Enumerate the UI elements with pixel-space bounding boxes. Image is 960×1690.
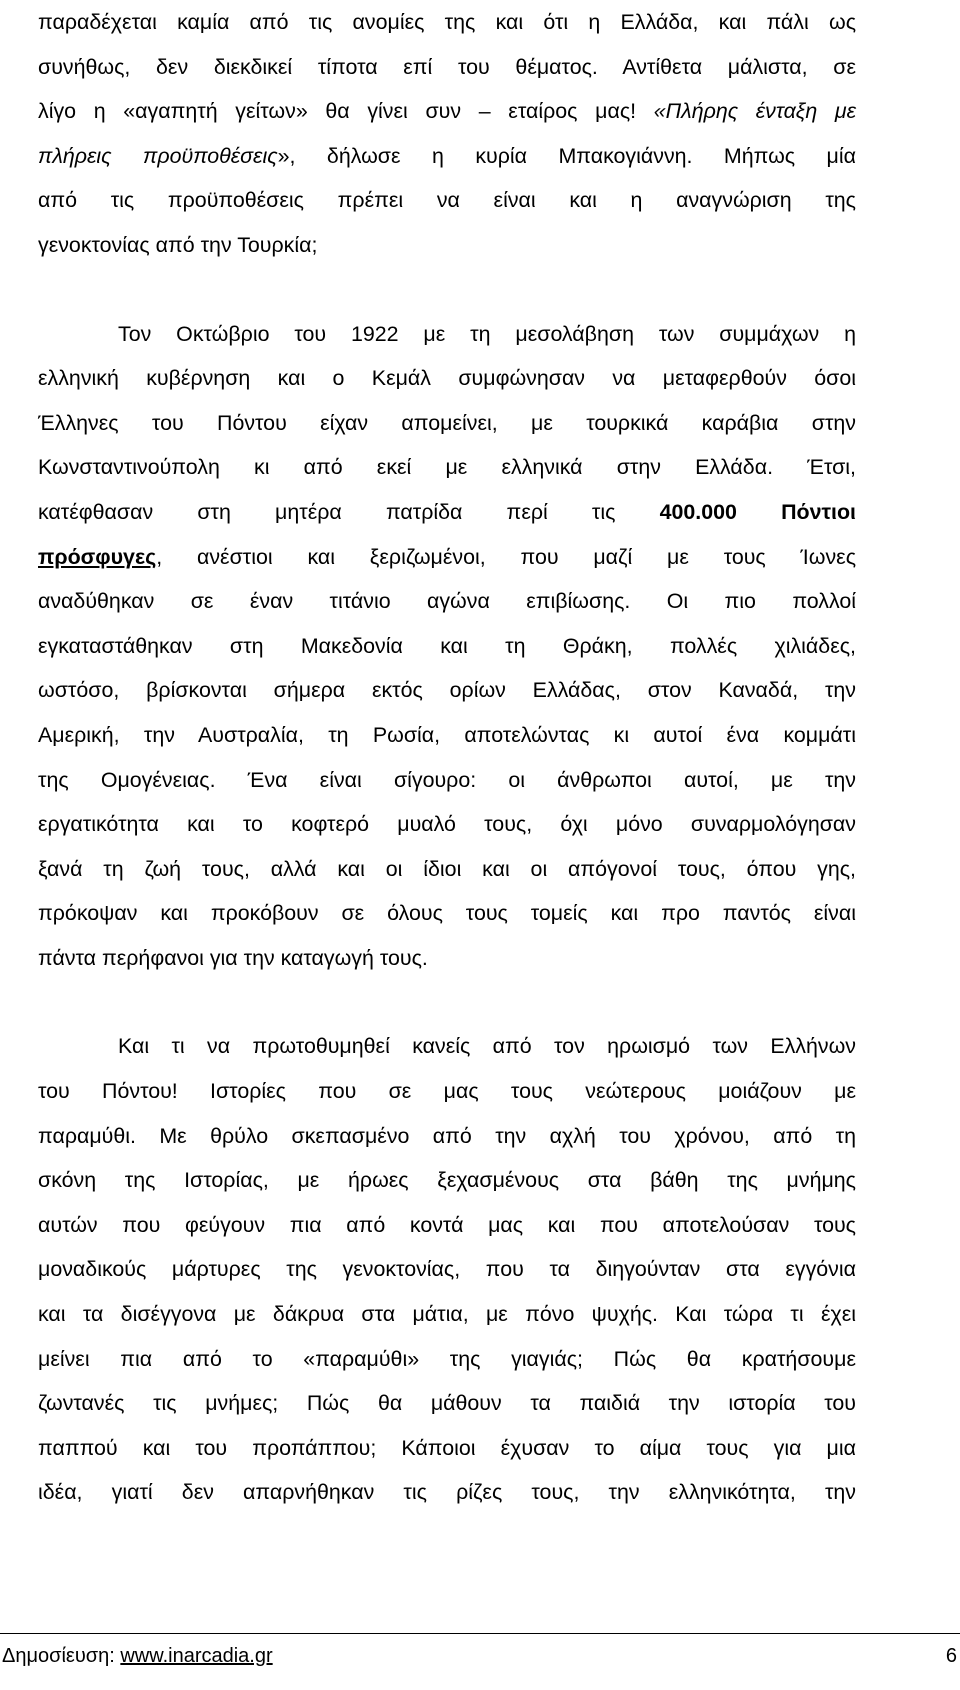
text-line — [38, 178, 856, 223]
footer-label: Δημοσίευση: — [2, 1645, 121, 1667]
text-run: πρόκοψαν και προκόβουν σε όλους τους τομείς και προ παντός είναι — [38, 901, 856, 926]
text-run: Αμερική, την Αυστραλία, τη Ρωσία, αποτελώντας κι αυτοί ένα κομμάτι — [38, 722, 856, 747]
text-run: , ανέστιοι και ξεριζωμένοι, που μαζί με τους Ίωνες — [156, 544, 856, 569]
text-run: και τα δισέγγονα με δάκρυα στα μάτια, με πόνο ψυχής. Και τώρα τι έχει — [38, 1302, 856, 1327]
text-run: παραμύθι. Με θρύλο σκεπασμένο από την αχλή του χρόνου, από τη — [38, 1123, 856, 1148]
text-line — [38, 1337, 856, 1382]
text-run: Κωνσταντινούπολη κι από εκεί με ελληνικά στην Ελλάδα. Έτσι, — [38, 455, 856, 480]
text-line — [38, 445, 856, 490]
italic-text: πλήρεις προϋποθέσεις — [38, 143, 278, 168]
paragraph — [38, 1024, 856, 1515]
footer-divider — [0, 1633, 960, 1634]
text-line — [38, 1470, 856, 1515]
bold-text: πρόσφυγες — [38, 544, 157, 569]
paragraph — [38, 0, 856, 268]
document-body — [38, 0, 856, 1515]
text-line — [38, 1381, 856, 1426]
text-line — [38, 847, 856, 892]
text-line — [38, 1426, 856, 1471]
text-line — [38, 312, 856, 357]
italic-text: «Πλήρης ένταξη με — [653, 99, 856, 124]
text-line — [38, 45, 856, 90]
text-run: ωστόσο, βρίσκονται σήμερα εκτός ορίων Ελλάδας, στον Καναδά, την — [38, 678, 856, 703]
text-line — [38, 356, 856, 401]
text-line — [38, 1203, 856, 1248]
text-run: ζωντανές τις μνήμες; Πώς θα μάθουν τα παιδιά την ιστορία του — [38, 1391, 856, 1416]
text-run: ξανά τη ζωή τους, αλλά και οι ίδιοι και οι απόγονοί τους, όπου γης, — [38, 856, 856, 881]
text-run: κατέφθασαν στη μητέρα πατρίδα περί τις — [38, 499, 660, 524]
text-run: μείνει πια από το «παραμύθι» της γιαγιάς; Πώς θα κρατήσουμε — [38, 1346, 856, 1371]
text-run: », δήλωσε η κυρία Μπακογιάννη. Μήπως μία — [277, 143, 857, 168]
text-line — [38, 223, 856, 268]
text-run: αυτών που φεύγουν πια από κοντά μας και που αποτελούσαν τους — [38, 1212, 856, 1237]
text-run: εγκαταστάθηκαν στη Μακεδονία και τη Θράκη, πολλές χιλιάδες, — [38, 633, 856, 658]
text-run: αναδύθηκαν σε έναν τιτάνιο αγώνα επιβίωσης. Οι πιο πολλοί — [38, 589, 856, 614]
text-run: Τον Οκτώβριο του 1922 με τη μεσολάβηση των συμμάχων η — [118, 321, 856, 346]
text-run: της Ομογένειας. Ένα είναι σίγουρο: οι άνθρωποι αυτοί, με την — [38, 767, 856, 792]
text-line — [38, 134, 856, 179]
text-run: παραδέχεται καμία από τις ανομίες της και ότι η Ελλάδα, και πάλι ως — [38, 10, 856, 34]
text-run: του Πόντου! Ιστορίες που σε μας τους νεώτερους μοιάζουν με — [38, 1079, 856, 1104]
paragraph — [38, 312, 856, 981]
text-run: σκόνη της Ιστορίας, με ήρωες ξεχασμένους στα βάθη της μνήμης — [38, 1168, 856, 1193]
text-line — [38, 1247, 856, 1292]
text-line — [38, 1024, 856, 1069]
text-line — [38, 0, 856, 45]
footer-website-link[interactable]: www.inarcadia.gr — [120, 1645, 273, 1667]
text-line — [38, 1292, 856, 1337]
text-run: Και τι να πρωτοθυμηθεί κανείς από τον ηρωισμό των Ελλήνων — [118, 1034, 856, 1059]
text-line — [38, 1114, 856, 1159]
text-run: λίγο η «αγαπητή γείτων» θα γίνει συν – εταίρος μας! — [38, 99, 654, 124]
page-footer — [0, 1630, 960, 1690]
text-line — [38, 802, 856, 847]
text-run: εργατικότητα και το κοφτερό μυαλό τους, όχι μόνο συναρμολόγησαν — [38, 812, 856, 837]
text-run: παππού και του προπάππου; Κάποιοι έχυσαν το αίμα τους για μια — [38, 1435, 856, 1460]
text-run: συνήθως, δεν διεκδικεί τίποτα επί του θέματος. Αντίθετα μάλιστα, σε — [38, 54, 856, 79]
text-line — [38, 535, 856, 580]
text-line — [38, 936, 856, 981]
page-number: 6 — [945, 1645, 957, 1667]
text-run: πάντα περήφανοι για την καταγωγή τους. — [38, 945, 428, 970]
text-line — [38, 89, 856, 134]
text-line — [38, 1158, 856, 1203]
text-line — [38, 713, 856, 758]
text-line — [38, 490, 856, 535]
text-line — [38, 1069, 856, 1114]
text-run: ελληνική κυβέρνηση και ο Κεμάλ συμφώνησαν να μεταφερθούν όσοι — [38, 366, 856, 391]
text-line — [38, 579, 856, 624]
text-run: Έλληνες του Πόντου είχαν απομείνει, με τουρκικά καράβια στην — [38, 410, 856, 435]
text-line — [38, 891, 856, 936]
footer-publication — [2, 1645, 273, 1668]
text-line — [38, 401, 856, 446]
text-line — [38, 758, 856, 803]
text-run: ιδέα, γιατί δεν απαρνήθηκαν τις ρίζες τους, την ελληνικότητα, την — [38, 1480, 856, 1505]
text-run: γενοκτονίας από την Τουρκία; — [38, 232, 318, 257]
bold-text: 400.000 Πόντιοι — [659, 499, 856, 524]
text-run: μοναδικούς μάρτυρες της γενοκτονίας, που τα διηγούνταν στα εγγόνια — [38, 1257, 856, 1282]
text-line — [38, 668, 856, 713]
text-line — [38, 624, 856, 669]
text-run: από τις προϋποθέσεις πρέπει να είναι και η αναγνώριση της — [38, 188, 856, 213]
